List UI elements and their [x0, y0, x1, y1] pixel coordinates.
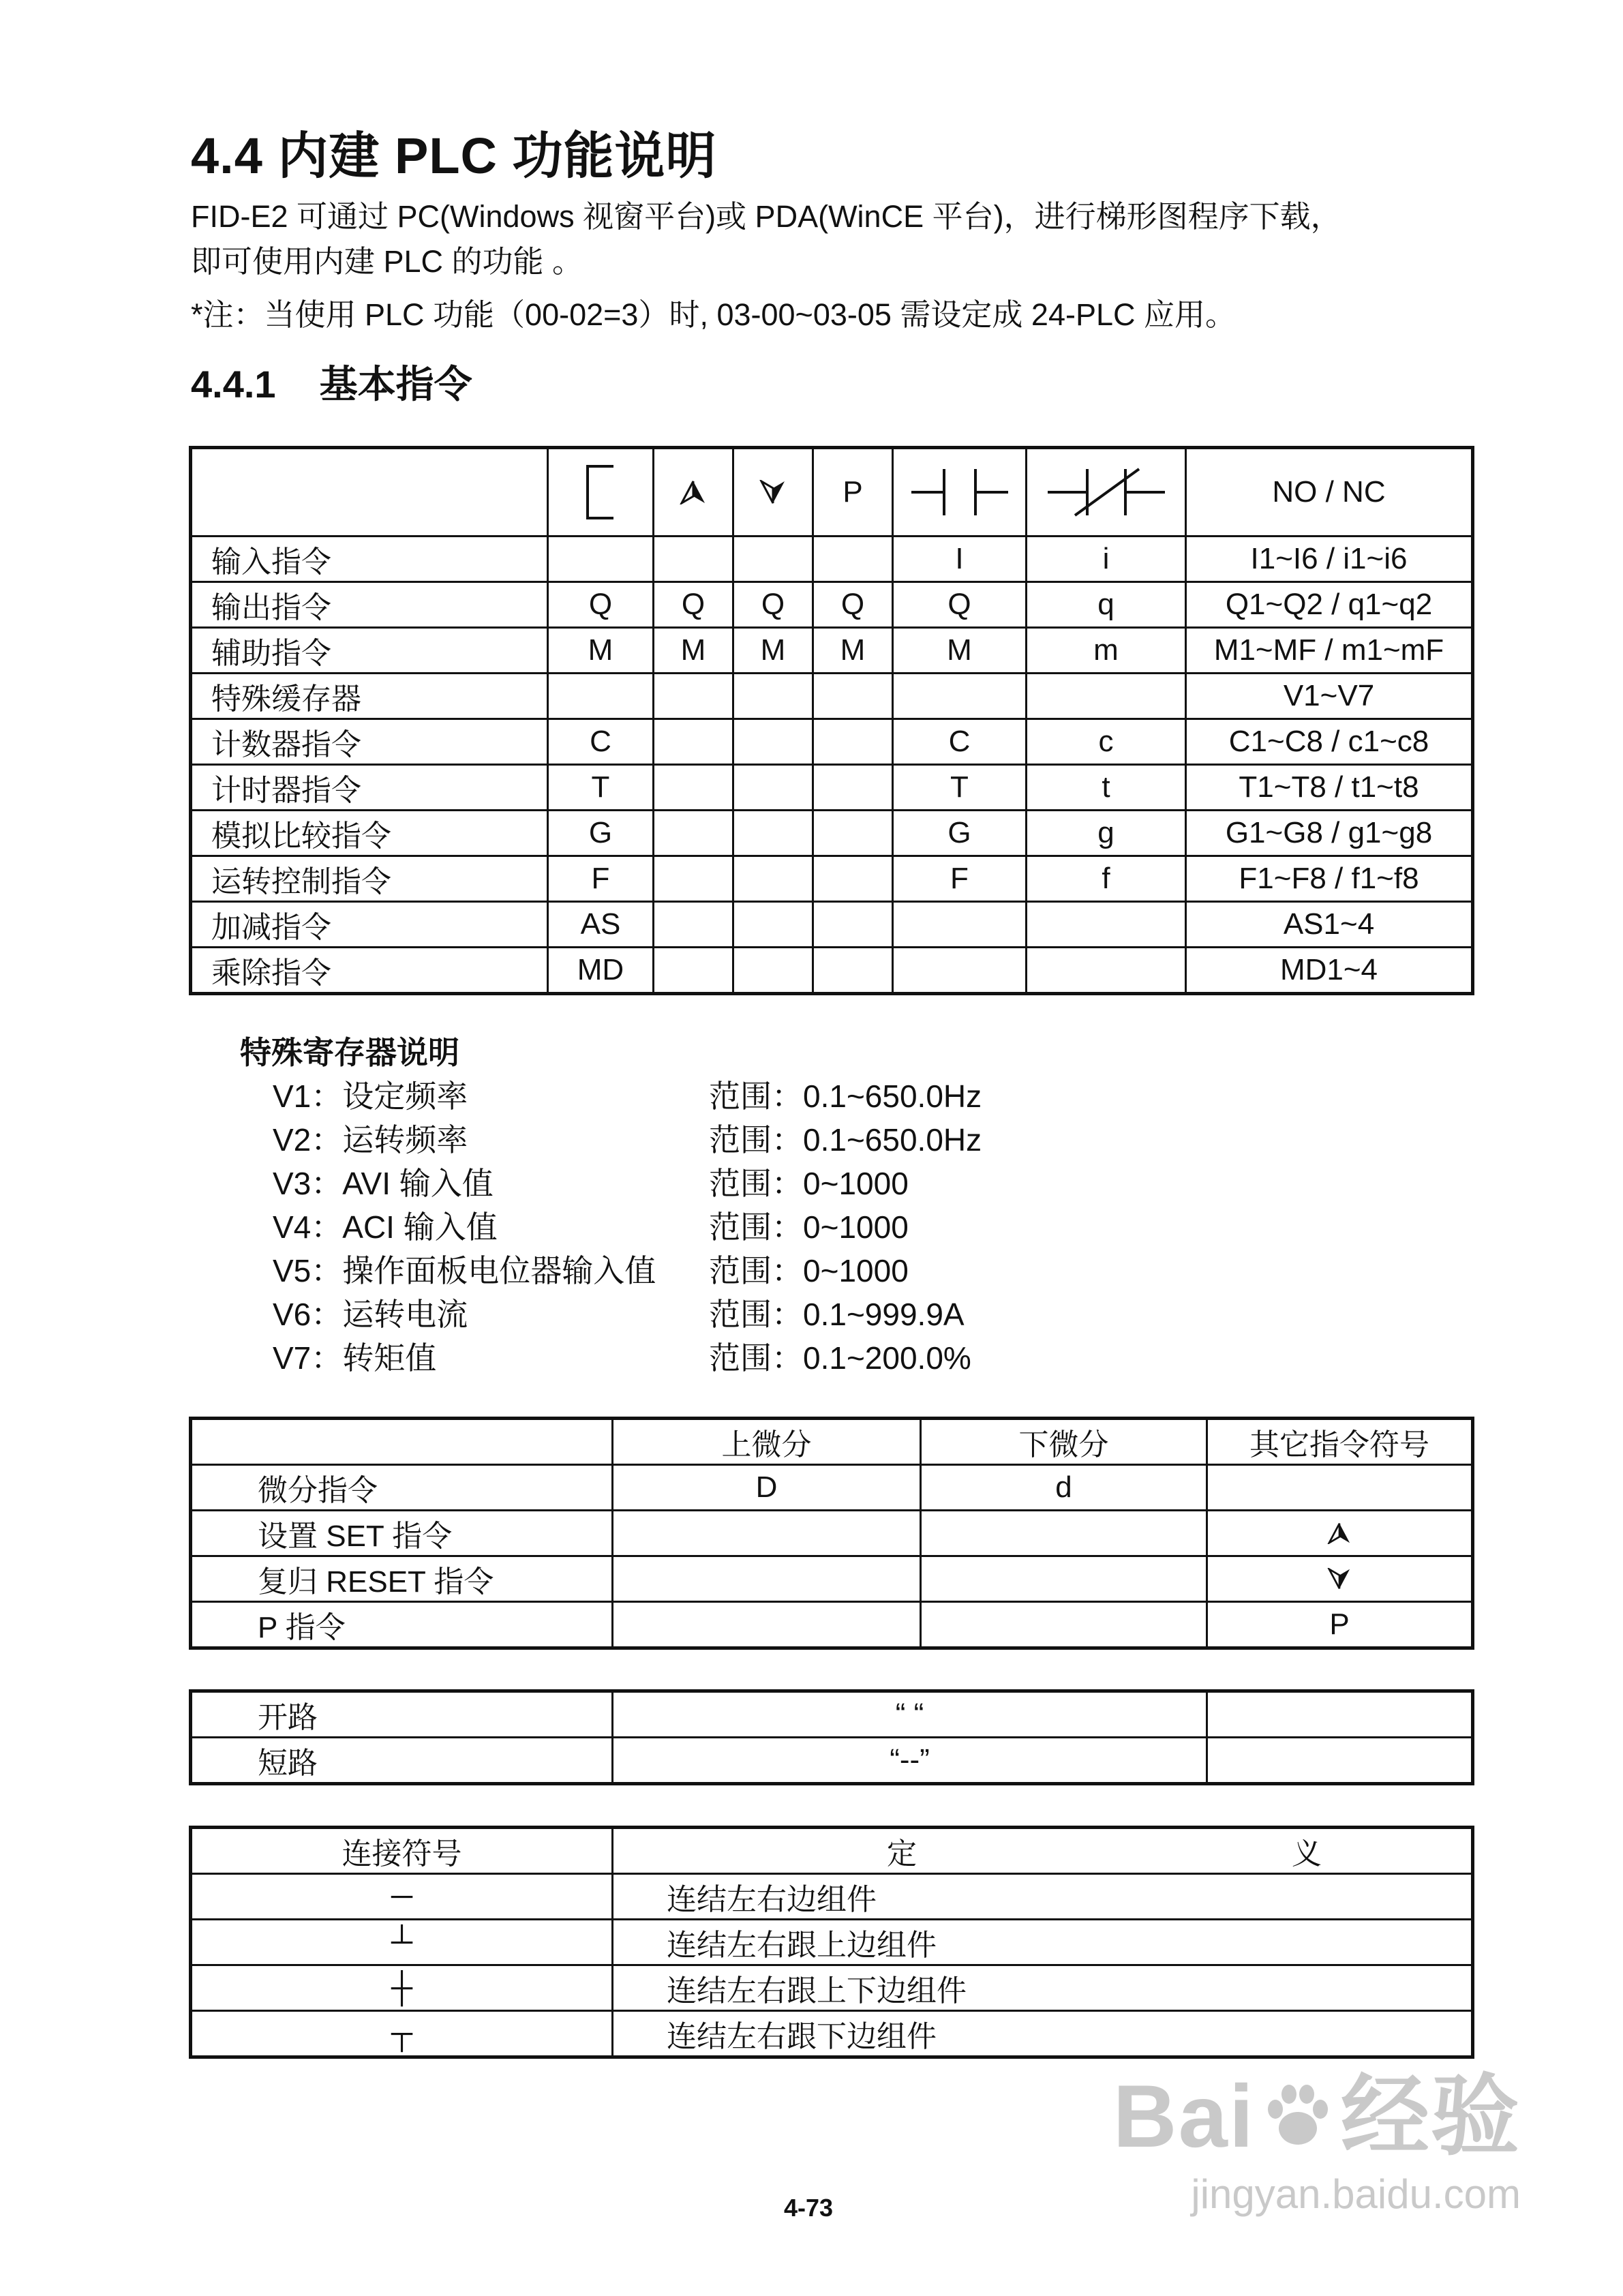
- header-up: 上微分: [613, 1419, 921, 1465]
- cell: [654, 856, 733, 902]
- table-row: [191, 1465, 1473, 1511]
- cell: [813, 765, 893, 811]
- cell: [1027, 902, 1186, 948]
- cell: g: [1027, 811, 1186, 856]
- paw-icon: [1260, 2072, 1335, 2175]
- row-label: 输入指令: [191, 537, 548, 582]
- table-row: [191, 537, 1473, 582]
- connection-table: [189, 1826, 1474, 2059]
- cell: P: [1207, 1602, 1473, 1648]
- differential-table: [189, 1417, 1474, 1650]
- register-label: V7：转矩值: [273, 1340, 437, 1376]
- open-short-table: [189, 1689, 1474, 1785]
- cell: [654, 719, 733, 765]
- cell: [613, 1556, 921, 1602]
- coil-bracket-icon: [548, 448, 654, 537]
- section-number: 4.4.1: [191, 363, 276, 406]
- header-no-nc: NO / NC: [1186, 448, 1473, 537]
- register-range: 范围：0.1~650.0Hz: [709, 1078, 982, 1114]
- row-label: 乘除指令: [191, 948, 548, 994]
- header-definition: [613, 1828, 1473, 1874]
- cell: AS: [548, 902, 654, 948]
- section-title: 基本指令: [319, 363, 472, 406]
- cell: f: [1027, 856, 1186, 902]
- header-def-part2: 义: [1292, 1837, 1322, 1871]
- cell: “--”: [613, 1738, 1207, 1784]
- cell: t: [1027, 765, 1186, 811]
- reset-arrow-icon: [733, 448, 813, 537]
- register-label: V5：操作面板电位器输入值: [273, 1253, 656, 1288]
- table-row: [191, 719, 1473, 765]
- cell: [733, 811, 813, 856]
- row-label: 微分指令: [191, 1465, 613, 1511]
- cell: [921, 1602, 1207, 1648]
- row-label: 运转控制指令: [191, 856, 548, 902]
- register-label: V4：ACI 输入值: [273, 1209, 498, 1245]
- row-label: 设置 SET 指令: [191, 1511, 613, 1556]
- basic-instruction-table: [189, 446, 1474, 995]
- cell: [613, 1511, 921, 1556]
- cell: F: [548, 856, 654, 902]
- table-row: [191, 765, 1473, 811]
- register-range: 范围：0.1~200.0%: [709, 1340, 971, 1376]
- table-row: [191, 1556, 1473, 1602]
- cell: c: [1027, 719, 1186, 765]
- cell: 连结左右跟上边组件: [613, 1920, 1473, 1965]
- cell: [654, 765, 733, 811]
- cell: [733, 719, 813, 765]
- cell: M: [813, 628, 893, 674]
- section-heading: [191, 354, 472, 409]
- register-range: 范围：0~1000: [709, 1209, 909, 1245]
- cell: [654, 948, 733, 994]
- cell: [1027, 674, 1186, 719]
- cell: [813, 811, 893, 856]
- table-row: [191, 1920, 1473, 1965]
- table-row: [191, 948, 1473, 994]
- header-def-part1: 定: [887, 1837, 917, 1871]
- cell: [813, 902, 893, 948]
- cell: [654, 537, 733, 582]
- row-label: 复归 RESET 指令: [191, 1556, 613, 1602]
- cell: [654, 674, 733, 719]
- cell: F: [893, 856, 1027, 902]
- table-row: [191, 1602, 1473, 1648]
- cell: Q: [893, 582, 1027, 628]
- cell: MD: [548, 948, 654, 994]
- intro-line-1: FID-E2 可通过 PC(Windows 视窗平台)或 PDA(WinCE 平台)，进行梯形图程序下载，: [191, 199, 1341, 234]
- cell: [733, 537, 813, 582]
- table-row: [191, 1691, 1473, 1738]
- cell: [813, 948, 893, 994]
- header-symbol: 连接符号: [191, 1828, 613, 1874]
- note-text: *注：当使用 PLC 功能（00-02=3）时, 03-00~03-05 需设定成 24-PLC 应用。: [191, 297, 1237, 332]
- header-blank: [191, 448, 548, 537]
- cell: [733, 765, 813, 811]
- cell: [733, 674, 813, 719]
- cell: Q: [654, 582, 733, 628]
- watermark-brand: [1113, 2045, 1521, 2175]
- cell: Q: [733, 582, 813, 628]
- cell: [613, 1602, 921, 1648]
- cell: MD1~4: [1186, 948, 1473, 994]
- register-section-title: 特殊寄存器说明: [240, 1035, 459, 1070]
- watermark: [1113, 2045, 1521, 2218]
- cell: [548, 674, 654, 719]
- set-arrow-icon: [654, 448, 733, 537]
- cell: Q: [548, 582, 654, 628]
- row-label: 输出指令: [191, 582, 548, 628]
- row-label: P 指令: [191, 1602, 613, 1648]
- cell: 连结左右跟上下边组件: [613, 1965, 1473, 2011]
- register-range: 范围：0~1000: [709, 1166, 909, 1201]
- page-title: 4.4 内建 PLC 功能说明: [191, 127, 717, 184]
- cell: F1~F8 / f1~f8: [1186, 856, 1473, 902]
- cell: M: [733, 628, 813, 674]
- row-label: 开路: [191, 1691, 613, 1738]
- row-label: 短路: [191, 1738, 613, 1784]
- table-row: [191, 582, 1473, 628]
- cell: G: [548, 811, 654, 856]
- table-row: [191, 628, 1473, 674]
- header-other: 其它指令符号: [1207, 1419, 1473, 1465]
- watermark-brand-latin: Bai: [1112, 2066, 1255, 2166]
- table-header-row: [191, 448, 1473, 537]
- cell: [654, 811, 733, 856]
- cell: I: [893, 537, 1027, 582]
- cell: 连结左右跟下边组件: [613, 2011, 1473, 2057]
- cell: M: [893, 628, 1027, 674]
- table-row: [191, 674, 1473, 719]
- cell: ─: [191, 1874, 613, 1920]
- register-range: 范围：0.1~999.9A: [709, 1297, 965, 1332]
- cell: [1027, 948, 1186, 994]
- cell: G1~G8 / g1~g8: [1186, 811, 1473, 856]
- cell: [893, 674, 1027, 719]
- cell: [893, 948, 1027, 994]
- cell: C: [893, 719, 1027, 765]
- cell: AS1~4: [1186, 902, 1473, 948]
- cell: [813, 537, 893, 582]
- cell: [893, 902, 1027, 948]
- cell: [733, 902, 813, 948]
- row-label: 辅助指令: [191, 628, 548, 674]
- row-label: 特殊缓存器: [191, 674, 548, 719]
- page-number: 4-73: [784, 2194, 834, 2222]
- header-p: P: [813, 448, 893, 537]
- cell: [1207, 1738, 1473, 1784]
- cell: ┬: [191, 2011, 613, 2057]
- cell: [921, 1556, 1207, 1602]
- cell: M: [548, 628, 654, 674]
- table-header-row: [191, 1419, 1473, 1465]
- cell: [813, 856, 893, 902]
- table-row: [191, 902, 1473, 948]
- cell: Q1~Q2 / q1~q2: [1186, 582, 1473, 628]
- cell: Q: [813, 582, 893, 628]
- cell: [548, 537, 654, 582]
- register-label: V1：设定频率: [273, 1078, 468, 1114]
- cell: [654, 902, 733, 948]
- table-row: [191, 1511, 1473, 1556]
- watermark-brand-cn: 经验: [1340, 2066, 1521, 2166]
- cell: C1~C8 / c1~c8: [1186, 719, 1473, 765]
- cell: [1207, 1691, 1473, 1738]
- register-label: V3：AVI 输入值: [273, 1166, 494, 1201]
- cell: T1~T8 / t1~t8: [1186, 765, 1473, 811]
- row-label: 计数器指令: [191, 719, 548, 765]
- cell: “ “: [613, 1691, 1207, 1738]
- register-label: V2：运转频率: [273, 1122, 468, 1158]
- cell: i: [1027, 537, 1186, 582]
- register-range: 范围：0~1000: [709, 1253, 909, 1288]
- register-range: 范围：0.1~650.0Hz: [709, 1122, 982, 1158]
- reset-arrow-icon: [1207, 1556, 1473, 1602]
- header-blank: [191, 1419, 613, 1465]
- cell: D: [613, 1465, 921, 1511]
- cell: [733, 856, 813, 902]
- nc-contact-icon: [1027, 448, 1186, 537]
- cell: T: [548, 765, 654, 811]
- watermark-url: jingyan.baidu.com: [1191, 2171, 1521, 2217]
- cell: [813, 719, 893, 765]
- no-contact-icon: [893, 448, 1027, 537]
- table-row: [191, 1965, 1473, 2011]
- cell: T: [893, 765, 1027, 811]
- cell: d: [921, 1465, 1207, 1511]
- row-label: 加减指令: [191, 902, 548, 948]
- table-row: [191, 856, 1473, 902]
- row-label: 模拟比较指令: [191, 811, 548, 856]
- table-header-row: [191, 1828, 1473, 1874]
- row-label: 计时器指令: [191, 765, 548, 811]
- cell: C: [548, 719, 654, 765]
- cell: m: [1027, 628, 1186, 674]
- cell: [813, 674, 893, 719]
- table-row: [191, 1874, 1473, 1920]
- register-label: V6：运转电流: [273, 1297, 468, 1332]
- cell: ┼: [191, 1965, 613, 2011]
- table-row: [191, 811, 1473, 856]
- set-arrow-icon: [1207, 1511, 1473, 1556]
- cell: M1~MF / m1~mF: [1186, 628, 1473, 674]
- cell: G: [893, 811, 1027, 856]
- cell: ┴: [191, 1920, 613, 1965]
- cell: [1207, 1465, 1473, 1511]
- cell: M: [654, 628, 733, 674]
- cell: I1~I6 / i1~i6: [1186, 537, 1473, 582]
- header-down: 下微分: [921, 1419, 1207, 1465]
- cell: [733, 948, 813, 994]
- cell: V1~V7: [1186, 674, 1473, 719]
- cell: 连结左右边组件: [613, 1874, 1473, 1920]
- table-row: [191, 1738, 1473, 1784]
- cell: q: [1027, 582, 1186, 628]
- intro-line-2: 即可使用内建 PLC 的功能 。: [191, 244, 583, 279]
- cell: [921, 1511, 1207, 1556]
